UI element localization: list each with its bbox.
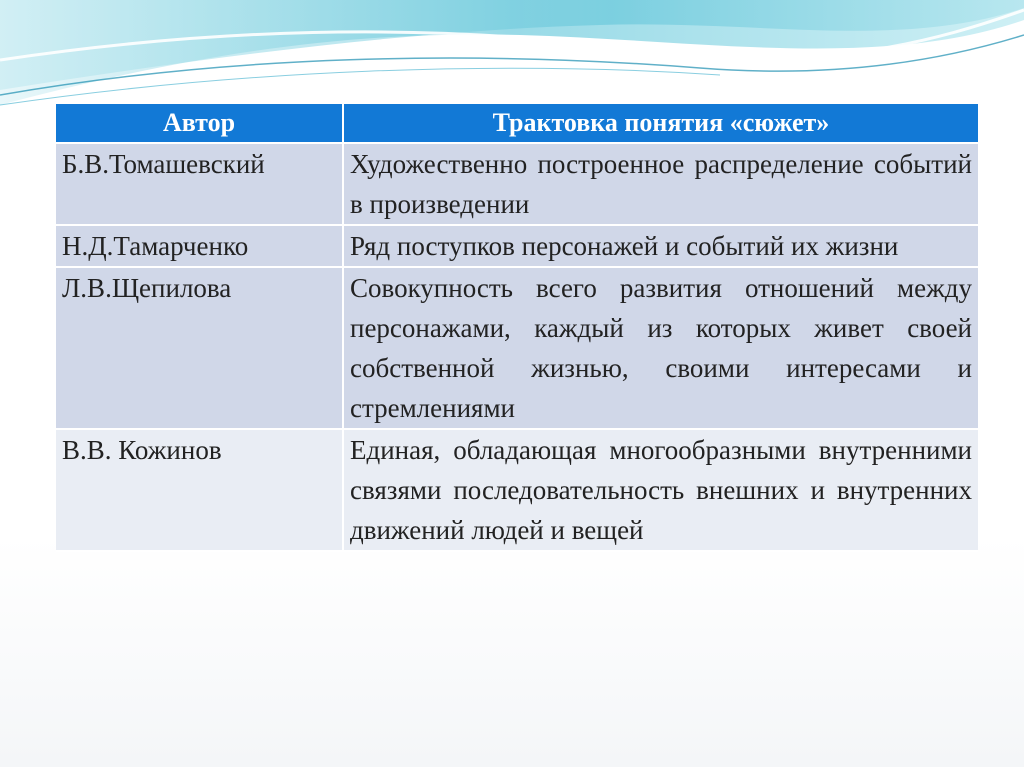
table-row — [56, 225, 978, 267]
header-definition: Трактовка понятия «сюжет» — [343, 104, 978, 143]
table-row — [56, 429, 978, 551]
author-cell: Л.В.Щепилова — [56, 267, 343, 429]
author-cell: В.В. Кожинов — [56, 429, 343, 551]
table-header-row — [56, 104, 978, 143]
decorative-wave-header — [0, 0, 1024, 120]
definition-cell: Совокупность всего развития отношений между персонажами, каждый из которых живет своей собственной жизнью, своими интересами и стремлениями — [343, 267, 978, 429]
header-author: Автор — [56, 104, 343, 143]
concept-table — [56, 104, 978, 552]
definition-cell: Единая, обладающая многообразными внутренними связями последовательность внешних и внутренних движений людей и вещей — [343, 429, 978, 551]
table-row — [56, 267, 978, 429]
definition-cell: Художественно построенное распределение событий в произведении — [343, 143, 978, 225]
author-cell: Н.Д.Тамарченко — [56, 225, 343, 267]
table-row — [56, 143, 978, 225]
author-cell: Б.В.Томашевский — [56, 143, 343, 225]
definition-cell: Ряд поступков персонажей и событий их жизни — [343, 225, 978, 267]
